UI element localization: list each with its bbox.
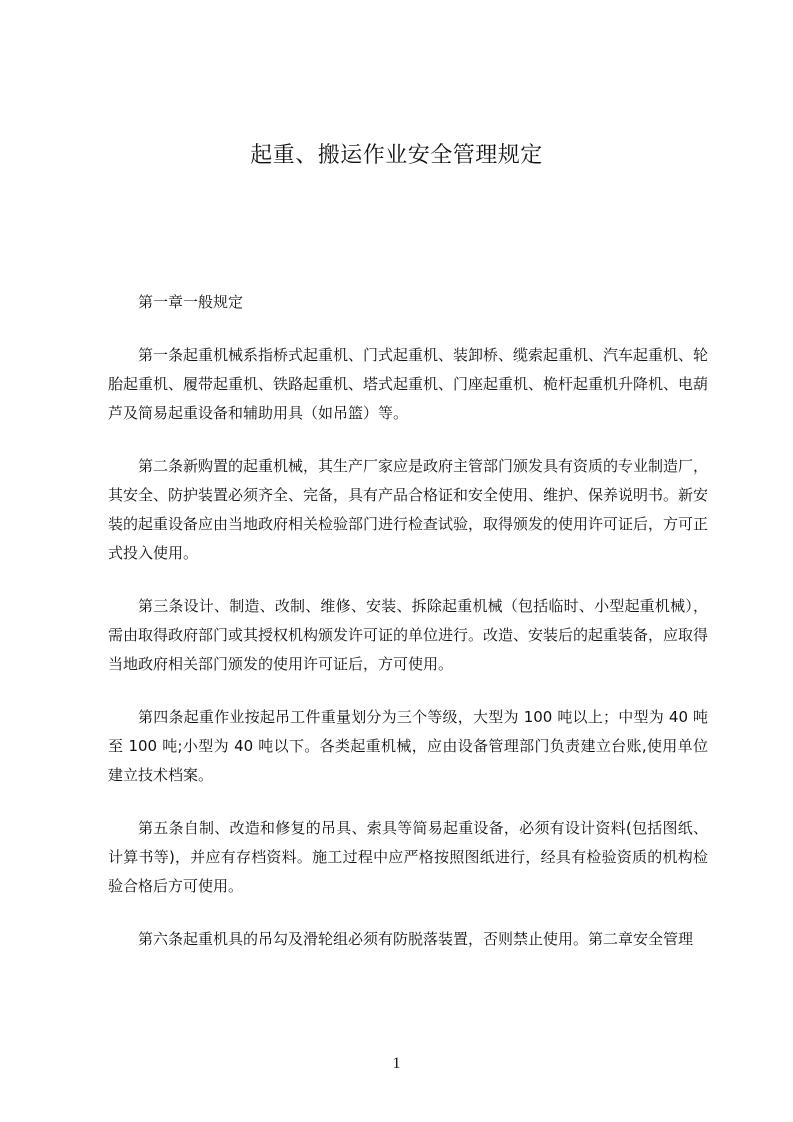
article-5: 第五条自制、改造和修复的吊具、索具等简易起重设备，必须有设计资料(包括图纸、计算书等)，并应有存档资料。施工过程中应严格按照图纸进行，经具有检验资质的机构检验合格后方可使用。 (108, 819, 708, 895)
chapter-heading: 第一章一般规定 (138, 293, 244, 311)
article-3: 第三条设计、制造、改制、维修、安装、拆除起重机械（包括临时、小型起重机械），需由取得政府部门或其授权机构颁发许可证的单位进行。改造、安装后的起重装备，应取得当地政府相关部门颁发的使用许可证后，方可使用。 (108, 597, 709, 673)
document-title: 起重、搬运作业安全管理规定 (250, 143, 543, 168)
article-4: 第四条起重作业按起吊工件重量划分为三个等级，大型为 100 吨以上；中型为 40 吨至 100 吨;小型为 40 吨以下。各类起重机械，应由设备管理部门负责建立台账,使用单位建立技术档案。 (108, 708, 708, 784)
article-1: 第一条起重机械系指桥式起重机、门式起重机、装卸桥、缆索起重机、汽车起重机、轮胎起重机、履带起重机、铁路起重机、塔式起重机、门座起重机、桅杆起重机升降机、电葫芦及简易起重设备和辅助用具（如吊篮）等。 (108, 346, 709, 422)
article-6: 第六条起重机具的吊勾及滑轮组必须有防脱落装置，否则禁止使用。第二章安全管理 (138, 930, 694, 948)
article-2: 第二条新购置的起重机械，其生产厂家应是政府主管部门颁发具有资质的专业制造厂，其安全、防护装置必须齐全、完备，具有产品合格证和安全使用、维护、保养说明书。新安装的起重设备应由当地政府相关检验部门进行检查试验，取得颁发的使用许可证后，方可正式投入使用。 (108, 457, 709, 562)
document-body (108, 288, 708, 978)
page-number: 1 (392, 1055, 401, 1072)
